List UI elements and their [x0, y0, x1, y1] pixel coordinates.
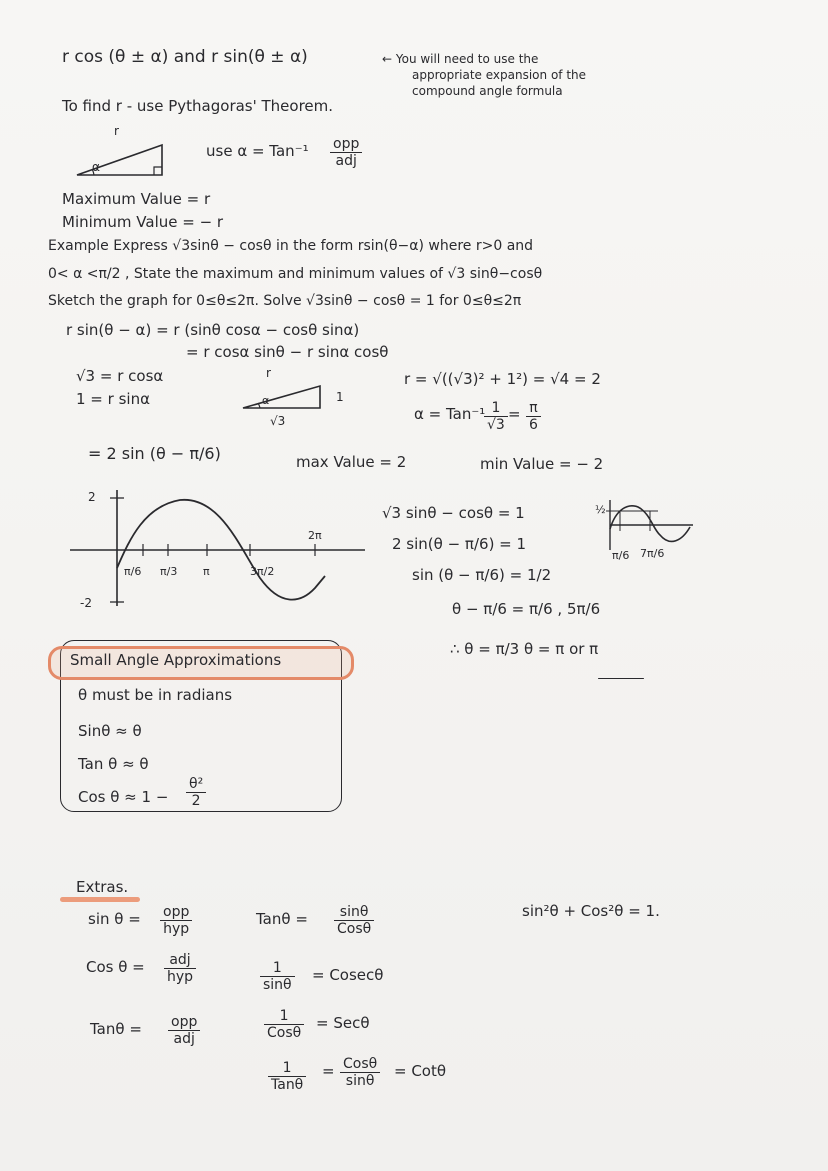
- tan-identity-num: sinθ: [339, 904, 369, 920]
- solve-line-3: sin (θ − π/6) = 1/2: [412, 566, 552, 584]
- extras-tan-fraction: [168, 1014, 200, 1047]
- alpha-equals: =: [508, 405, 521, 423]
- equation-one: 1 = r sinα: [76, 390, 150, 408]
- cot-frac-num: Cosθ: [343, 1056, 378, 1072]
- header-note-2: appropriate expansion of the: [412, 68, 587, 82]
- extras-cos-fraction: [164, 952, 196, 985]
- extras-tan-label: Tanθ =: [90, 1020, 142, 1038]
- small-angle-title: Small Angle Approximations: [70, 651, 282, 669]
- tan-identity-fraction: [334, 904, 374, 937]
- cosec-identity: = Cosecθ: [312, 966, 384, 984]
- equation-root3: √3 = r cosα: [76, 367, 164, 385]
- mini-graph-pi6: π/6: [612, 549, 630, 562]
- graph-tick-pi3: π/3: [160, 565, 178, 578]
- r-calculation: r = √((√3)² + 1²) = √4 = 2: [404, 370, 601, 388]
- alpha-answer-fraction: [526, 400, 541, 433]
- cosec-fraction: [260, 960, 295, 993]
- tan-identity-label: Tanθ =: [256, 910, 308, 928]
- example-line-2: 0< α <π/2 , State the maximum and minimum values of √3 sinθ−cosθ: [48, 266, 543, 282]
- cos-fraction-den: 2: [191, 793, 201, 809]
- mini-graph-half: ½: [595, 503, 606, 516]
- graph-y-bottom: -2: [80, 596, 92, 610]
- maximum-value: Maximum Value = r: [62, 190, 211, 208]
- cosec-num: 1: [272, 960, 282, 976]
- cot-cos-sin-fraction: [340, 1056, 380, 1089]
- small-angle-sin: Sinθ ≈ θ: [78, 722, 142, 740]
- extras-sin-fraction: [160, 904, 192, 937]
- alpha-calc-fraction: [484, 400, 508, 433]
- extras-tan-den: adj: [173, 1031, 195, 1047]
- extras-highlight: [60, 897, 140, 902]
- small-angle-tan: Tan θ ≈ θ: [78, 755, 149, 773]
- extras-sin-label: sin θ =: [88, 910, 141, 928]
- alpha-den: adj: [335, 153, 357, 169]
- solve-line-2: 2 sin(θ − π/6) = 1: [392, 535, 527, 553]
- example-line-1: Example Express √3sinθ − cosθ in the form rsin(θ−α) where r>0 and: [48, 238, 534, 254]
- expansion-line-1: r sin(θ − α) = r (sinθ cosα − cosθ sinα): [66, 321, 360, 339]
- working-triangle-root3: √3: [270, 414, 286, 428]
- page-title: r cos (θ ± α) and r sin(θ ± α): [62, 47, 308, 67]
- graph-tick-pi: π: [203, 565, 210, 578]
- triangle-hyp-label: r: [114, 124, 119, 138]
- solve-line-5: ∴ θ = π/3 θ = π or π: [450, 640, 599, 658]
- tan-identity-den: Cosθ: [337, 921, 372, 937]
- extras-sin-den: hyp: [163, 921, 190, 937]
- alpha-num: opp: [333, 136, 360, 152]
- answer-underline: [598, 678, 644, 679]
- sec-den: Cosθ: [267, 1025, 302, 1041]
- graph-tick-2pi: 2π: [308, 529, 322, 542]
- sec-identity: = Secθ: [316, 1014, 370, 1032]
- small-angle-cos: Cos θ ≈ 1 −: [78, 788, 169, 806]
- mini-sine-graph: [598, 495, 698, 555]
- sec-fraction: [264, 1008, 304, 1041]
- alpha-answer-den: 6: [529, 417, 538, 433]
- cos-fraction-num: θ²: [189, 776, 204, 792]
- cot-frac-den: sinθ: [345, 1073, 375, 1089]
- header-note-1: ← You will need to use the: [382, 52, 539, 66]
- sec-num: 1: [279, 1008, 289, 1024]
- triangle-angle-label: α: [92, 160, 100, 174]
- graph-y-top: 2: [88, 490, 96, 504]
- small-angle-radians: θ must be in radians: [78, 686, 233, 704]
- alpha-formula: use α = Tan⁻¹: [206, 142, 309, 160]
- mini-graph-7pi6: 7π/6: [640, 547, 665, 560]
- extras-cos-label: Cos θ =: [86, 958, 145, 976]
- extras-cos-num: adj: [169, 952, 191, 968]
- graph-tick-pi6: π/6: [124, 565, 142, 578]
- alpha-answer-num: π: [529, 400, 538, 416]
- working-triangle: [240, 383, 325, 413]
- extras-sin-num: opp: [163, 904, 190, 920]
- small-angle-cos-fraction: [186, 776, 206, 809]
- alpha-calculation: α = Tan⁻¹: [414, 405, 486, 423]
- solve-line-1: √3 sinθ − cosθ = 1: [382, 504, 525, 522]
- graph-tick-3pi2: 3π/2: [250, 565, 275, 578]
- solve-line-4: θ − π/6 = π/6 , 5π/6: [452, 600, 601, 618]
- pythagorean-identity: sin²θ + Cos²θ = 1.: [522, 902, 660, 920]
- working-triangle-1: 1: [336, 390, 344, 404]
- working-triangle-alpha: α: [262, 394, 270, 407]
- alpha-calc-den: √3: [487, 417, 505, 433]
- alpha-fraction: [330, 136, 362, 169]
- cot-den: Tanθ: [271, 1077, 304, 1093]
- working-triangle-r: r: [266, 366, 271, 380]
- cot-equals: =: [322, 1062, 335, 1080]
- cot-result: = Cotθ: [394, 1062, 447, 1080]
- min-value: min Value = − 2: [480, 455, 604, 473]
- alpha-calc-num: 1: [491, 400, 501, 416]
- sine-graph: [70, 488, 370, 613]
- max-value: max Value = 2: [296, 453, 407, 471]
- triangle-diagram: [72, 140, 167, 180]
- cot-fraction: [268, 1060, 306, 1093]
- extras-title: Extras.: [76, 878, 129, 896]
- cot-num: 1: [282, 1060, 292, 1076]
- expansion-line-2: = r cosα sinθ − r sinα cosθ: [186, 343, 389, 361]
- extras-tan-num: opp: [171, 1014, 198, 1030]
- minimum-value: Minimum Value = − r: [62, 213, 224, 231]
- harmonic-result: = 2 sin (θ − π/6): [88, 444, 221, 463]
- example-line-3: Sketch the graph for 0≤θ≤2π. Solve √3sinθ − cosθ = 1 for 0≤θ≤2π: [48, 293, 522, 309]
- cosec-den: sinθ: [263, 977, 292, 993]
- extras-cos-den: hyp: [167, 969, 194, 985]
- header-note-3: compound angle formula: [412, 84, 563, 98]
- find-r-text: To find r - use Pythagoras' Theorem.: [62, 97, 334, 115]
